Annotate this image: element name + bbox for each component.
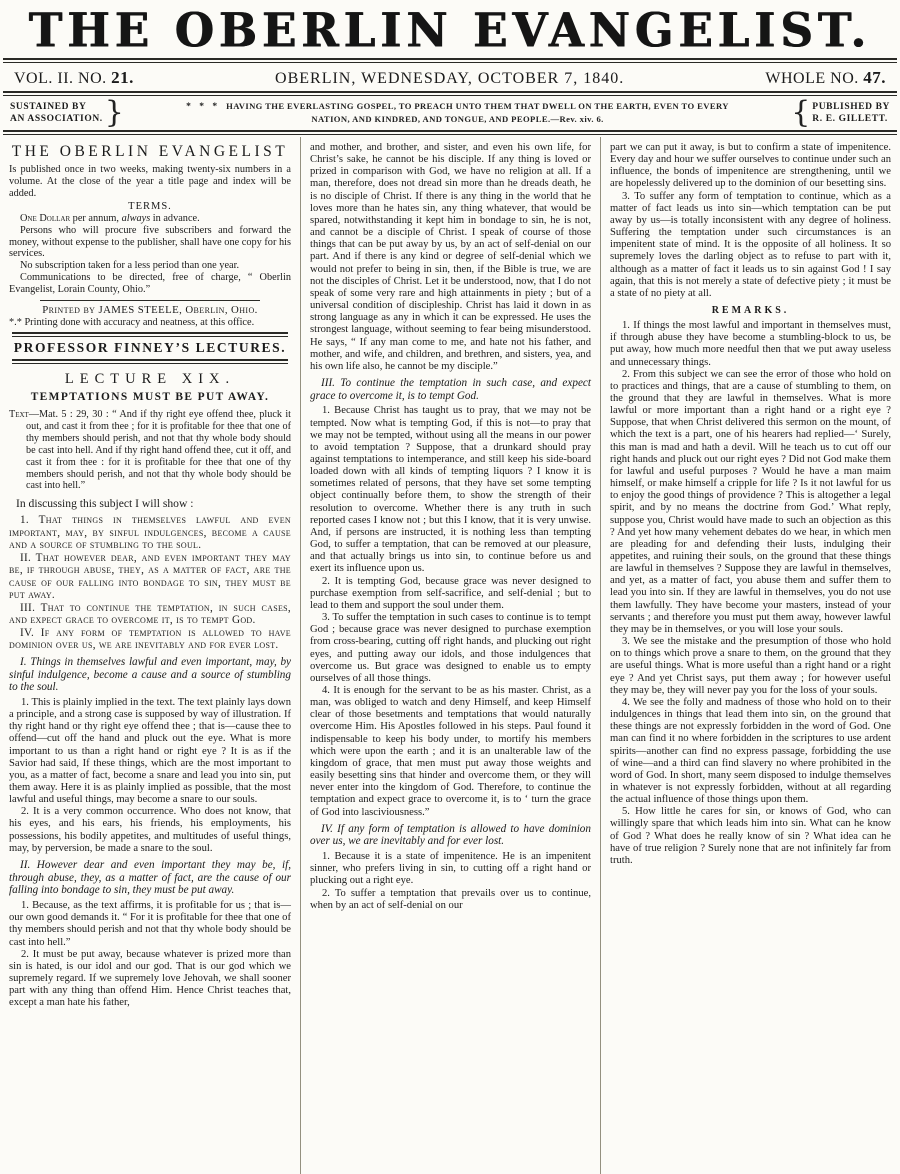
- scripture-body: —Mat. 5 : 29, 30 : “ And if thy right eye offend thee, pluck it out, and cast it from thee ; for it is profitable for thee that one of thy members should perish, and not that thy whole body should be cast into hell. And if thy right hand offend thee, cut it off, and cast it from thee : for it is profitable for thee that one of thy members should perish, and not that thy whole body should be cast into hell.”: [26, 408, 291, 492]
- remarks-heading: REMARKS.: [711, 305, 790, 317]
- whole-label: WHOLE NO.: [765, 70, 859, 87]
- italic-heading: III. To continue the temptation in such case, and expect grace to overcome it, is to tempt God.: [310, 376, 591, 402]
- motto-row: [0, 96, 900, 130]
- printer-line: [9, 304, 291, 316]
- sustained-line2: AN ASSOCIATION.: [10, 114, 103, 124]
- sustained-by-text: [10, 101, 103, 125]
- remarks-paragraph: 5. How little he cares for sin, or knows of God, who can willingly spare that which leads him into sin. What can he know of God ? What does he really know of sin ? What idea can he have of true religion ? Surely none that are not infinitely far from truth.: [610, 806, 891, 866]
- column-right: [600, 137, 900, 1174]
- outline-point: III. That to continue the temptation, in such cases, and expect grace to overcome it, is to tempt God.: [9, 601, 291, 627]
- rule-under-motto: [3, 130, 897, 135]
- outline-point: II. That however dear, and even important they may be, if through abuse, they, as a matter of fact, are the cause of our falling into bondage to sin, they must be put away.: [9, 551, 291, 602]
- remarks-paragraph: 4. We see the folly and madness of those who hold on to their indulgences in things that lead them into sin, on the ground that these things are not expressly forbidden in the word of God. One man can find it no where forbidden in the scriptures to use ardent spirits—another can find no express passage, forbidding the use of wine—and a third can find slavery no where prohibited in the word of God. In short, many seem disposed to indulge themselves in whatever is not expressly forbidden, without at all regarding the actual influence of those things upon them.: [610, 696, 891, 806]
- remarks-paragraph: 1. If things the most lawful and important in themselves must, if through abuse they have become a stumbling-block to us, be put away, how much more needful then that we put away useless and unnecessary things.: [610, 320, 891, 368]
- right-brace-glyph: {: [791, 95, 811, 130]
- printing-note: *.* Printing done with accuracy and neatness, at this office.: [9, 317, 255, 329]
- volume-label: VOL. II. NO.: [14, 70, 107, 87]
- show-line: In discussing this subject I will show :: [16, 497, 194, 511]
- whole-number: [765, 68, 886, 88]
- masthead-title: THE OBERLIN EVANGELIST.: [28, 3, 872, 59]
- terms-mid: per annum,: [70, 212, 122, 224]
- printed-by-label: Printed by: [42, 304, 96, 317]
- volume-number: [14, 68, 134, 88]
- body-paragraph: part we can put it away, is but to confirm a state of impenitence. Every day and hour we suffer ourselves to continue under such an influence, the bonds of impenitence are strengthening, until we are hopelessly delivered up to the dominion of our besetting sins.: [610, 142, 891, 190]
- italic-heading: IV. If any form of temptation is allowed to have dominion over us, we are inevitably and for ever lost.: [310, 822, 591, 848]
- body-paragraph: 1. Because it is a state of impenitence. He is an impenitent sinner, who prefers living in sin, to cutting off a right hand or plucking out a right eye.: [310, 851, 591, 887]
- rule-above-section: [12, 332, 288, 337]
- remarks-paragraph: 2. From this subject we can see the error of those who hold on to practices and things, that are a cause of stumbling to them, on the ground that they are lawful in themselves. What is more lawful or more important than a right hand or a right eye ? Suppose, that when Christ delivered this sermon on the mount, of which the text is a part, one of his hearers had replied—‘ Surely, this man is mad and hath a devil. Will he teach us to cut off our right hands and pluck out our right eyes ? Did not God make them for lawful and useful purposes ? Would he have a man maim himself, or make himself a cripple for life ? Is it not lawful for us to enjoy the good things of providence ? This is altogether a legal spirit, and by no means the doctrine from God.’ What reply, suppose you, Christ would have made to such an objection as this ? And yet how many vehement debates do we hear, in which men are pleading for and defending their lusts, indulging their appetites, and ruining their souls, on the ground that these things are lawful in themselves ? Suppose they are lawful in themselves, and yet, as a matter of fact, you abuse them and suffer them to lead you into sin. If they are lawful in themselves, you do not use them lawfully. They have become your masters, instead of your servants ; and therefore you must put them away, however lawful they may be in themselves, or you will lose your souls.: [610, 368, 891, 635]
- lecture-title: TEMPTATIONS MUST BE PUT AWAY.: [30, 390, 270, 403]
- outline-points: [9, 514, 291, 652]
- scripture-text-block: [9, 409, 291, 492]
- body-paragraph: 2. It is tempting God, because grace was never designed to purchase exemption from self-sacrifice, and self-denial ; but to lead to them and support the soul under them.: [310, 575, 591, 611]
- short-divider-rule: [40, 300, 260, 301]
- terms-end: in advance.: [150, 212, 200, 224]
- body-paragraph: and mother, and brother, and sister, and even his own life, for Christ’s sake, he cannot be his disciple. If any thing is loved or prized in comparison with God, we have no religion at all. If a man, therefore, does not dread sin more than he dreads death, he is no disciple of Christ. If there is any thing in the world that he loves more than he hates sin, any thing whatever, that would be spared, notwithstanding it kept him in bondage to sin, he is not, and cannot be a disciple of Christ. I speak of course of those things that can be put away by us, by an act of self-denial on our part. And if there is any kind or degree of self-denial which we would not prefer to being in sin, then, if the Bible is true, we are not the disciples of Christ. Let it be understood, now, that I do not speak of some very rare and high attainments in piety ; but of a universal condition of discipleship. Christ has laid it down in as strong language as any in which it can be expressed. He uses the strongest language, without seeming to fear being misunderstood. He says, “ If any man come to me, and hate not his father, and mother, and wife, and children, and brethren, and sisters, yea, and his own life also, he cannot be my disciple.”: [310, 142, 591, 372]
- printer-name: JAMES STEELE,: [95, 304, 186, 317]
- prospectus-paragraph: Persons who will procure five subscribers and forward the money, without expense to the publisher, shall have one copy for his services.: [9, 224, 291, 260]
- italic-heading: I. Things in themselves lawful and even important, may, by sinful indulgence, become a cause and a source of stumbling to the soul.: [9, 655, 291, 694]
- column-left: [0, 137, 300, 1174]
- terms-always: always: [121, 212, 151, 224]
- published-by-text: [812, 101, 890, 125]
- printer-place: Oberlin, Ohio.: [185, 304, 258, 317]
- terms-price: One Dollar: [20, 212, 71, 224]
- date-location: OBERLIN, WEDNESDAY, OCTOBER 7, 1840.: [275, 70, 625, 87]
- column-container: [0, 137, 900, 1174]
- whole-value: 47.: [863, 68, 886, 87]
- prospectus-box: [9, 143, 291, 329]
- sustained-line1: SUSTAINED BY: [10, 102, 87, 112]
- body-paragraph: 2. It must be put away, because whatever is prized more than sin is hated, is our idol and our god. That is our god which we supremely regard. If we supremely love Jehovah, we shall sooner part with any thing than offend Him. Hence Christ teaches that, except a man hate his father,: [9, 948, 291, 1009]
- body-paragraph: 2. To suffer a temptation that prevails over us to continue, when by an act of self-denial on our: [310, 887, 591, 911]
- published-line2: R. E. GILLETT.: [812, 114, 888, 124]
- terms-line: [9, 213, 291, 225]
- terms-heading: TERMS.: [128, 200, 172, 212]
- italic-heading: II. However dear and even important they may be, if, through abuse, they, as a matter of fact, are the cause of our falling into bondage to sin, they must be put away.: [9, 858, 291, 897]
- motto-scripture: [175, 101, 740, 125]
- published-by-block: [791, 95, 890, 130]
- prospectus-title: THE OBERLIN EVANGELIST: [11, 143, 289, 160]
- remarks-paragraph: 3. We see the mistake and the presumption of those who hold on to things which prove a snare to them, on the ground that they are useful things. What is more useful than a right hand or a right eye ? And yet Christ says, put them away ; for however useful they may be, they will never pay you for the loss of your souls.: [610, 636, 891, 696]
- body-paragraph: 4. It is enough for the servant to be as his master. Christ, as a man, was obliged to watch and deny Himself, and keep Himself clear of those besetments and temptations that would naturally overcome Him. His Apostles followed in his steps. Paul found it indispensable to keep his body under, to mortify his members which were upon the earth ; and it is an unalterable law of the kingdom of grace, that men must put away those weights and easily besetting sins that hinder and overcome them, or they will never enter into the kingdom of God. Therefore, to continue the temptation and expect grace to overcome it, is to ‘ turn the grace of God into lasciviousness.”: [310, 684, 591, 818]
- motto-text: HAVING THE EVERLASTING GOSPEL, TO PREACH UNTO THEM THAT DWELL ON THE EARTH, EVEN TO EVERY NATION, AND KINDRED, AND TONGUE, AND PEOPLE.—Rev. xiv. 6.: [226, 101, 729, 124]
- section-title: PROFESSOR FINNEY’S LECTURES.: [13, 339, 287, 355]
- prospectus-paragraph: Communications to be directed, free of charge, “ Oberlin Evangelist, Lorain County, Ohio.”: [9, 272, 291, 296]
- body-paragraph: 1. Because, as the text affirms, it is profitable for us ; that is—our own good demands it. “ For it is profitable for thee that one of thy members should perish and not that thy whole body should be cast into hell.”: [9, 900, 291, 948]
- dateline-row: [0, 63, 900, 91]
- asterisks-ornament: * * *: [186, 102, 221, 112]
- left-brace-glyph: }: [104, 95, 124, 130]
- body-paragraph: 3. To suffer the temptation in such cases to continue is to tempt God ; because grace was never designed to purchase exemption from cross-bearing, cutting off right hands, and plucking out right eyes, and putting away our idols, and those indulgences that overcome us. But grace was designed to enable us to empty ourselves of all those things.: [310, 612, 591, 684]
- prospectus-paragraph: Is published once in two weeks, making twenty-six numbers in a volume. At the close of the year a title page and index will be added.: [9, 164, 291, 199]
- masthead: [0, 0, 900, 135]
- sustained-by-block: [10, 95, 124, 130]
- outline-point: 1. That things in themselves lawful and even important, may, by sinful indulgences, become a cause and a source of stumbling to the soul.: [9, 514, 291, 552]
- volume-value: 21.: [111, 68, 134, 87]
- lecture-number: LECTURE XIX.: [64, 370, 236, 387]
- body-paragraph: 1. This is plainly implied in the text. The text plainly lays down a principle, and a strong case is supposed by way of illustration. If thy right hand or thy right eye offend thee ; that is—cause thee to offend—cut off the hand and pluck out the eye. What is more important to us than a right hand or right eye ? It is as if the Savior had said, If these things, which are the most important to you, as a matter of fact, become a snare and lead you into sin, put them away. Here it is as plainly implied as possible, that the most lawful and useful things, may become a snare to our souls.: [9, 696, 291, 806]
- rule-below-section: [12, 359, 288, 364]
- prospectus-paragraph: No subscription taken for a less period than one year.: [20, 260, 240, 272]
- body-paragraph: 3. To suffer any form of temptation to continue, which as a matter of fact leads us into sin—which temptation can be put away by us—is totally inconsistent with any degree of holiness. Suffering the temptation under such circumstances is an impenitent state of mind. It is the opposite of all holiness. It so supremely loves the darling object as to refuse to part with it, although as a matter of fact it leads us to sin against God ! I say again, that this is not merely a state of defective piety ; it must be a state of no piety at all.: [610, 190, 891, 299]
- text-label: Text: [9, 408, 29, 420]
- published-line1: PUBLISHED BY: [812, 102, 890, 112]
- outline-point: IV. If any form of temptation is allowed to have dominion over us, we are inevitably and for ever lost.: [9, 626, 291, 652]
- body-paragraph: 1. Because Christ has taught us to pray, that we may not be tempted. Now what is tempting God, if this is not—to pray that we may not be tempted, without using all the means in our power to avoid temptation ? Suppose, that a drunkard should pray against temptations to intemperance, and still keep his side-board loaded down with all kinds of tempting liquors ? I know it is sometimes related of persons, that they have set some tempting object continually before them, to show the strength of their resolution to overcome. Whether there is any truth in such reported cases I know not ; but this I know, that it is very unwise. And, if persons are instructed, it is nothing less than tempting God, to suffer a temptation, that can be removed at our pleasure, and that actually brings us into sin, to continue before us and exert its influence upon us.: [310, 405, 591, 575]
- column-center: [300, 137, 600, 1174]
- body-paragraph: 2. It is a very common occurrence. Who does not know, that his eyes, and his ears, his friends, his employments, his possessions, his bodily appetites, and multitudes of useful things, may, by perversion, be made a snare to the soul.: [9, 806, 291, 854]
